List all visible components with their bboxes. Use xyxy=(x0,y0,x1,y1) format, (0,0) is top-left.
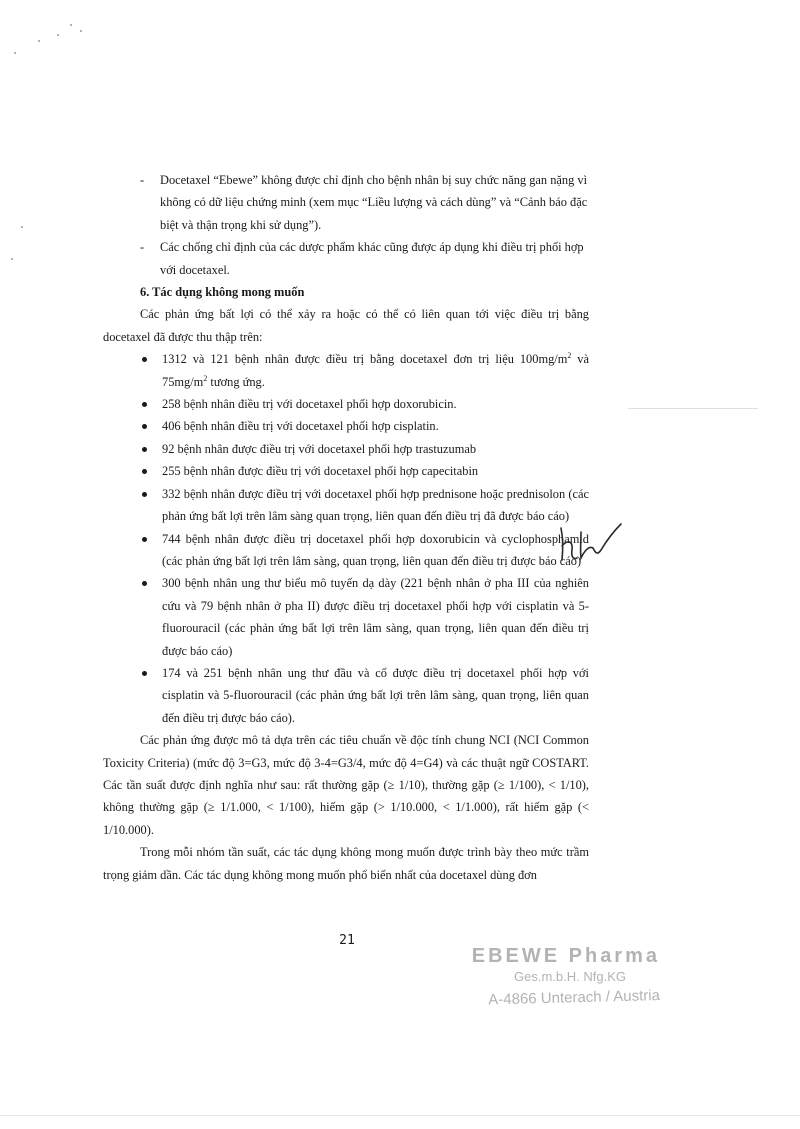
page-content xyxy=(103,169,589,886)
bullet-dot xyxy=(142,402,147,407)
contraindication-item xyxy=(103,236,589,281)
stamp-company-name: EBEWE Pharma xyxy=(471,945,660,967)
list-item xyxy=(103,438,589,460)
dash-marker: - xyxy=(140,240,145,255)
bullet-dot xyxy=(142,469,147,474)
list-item-text: 406 bệnh nhân điều trị với docetaxel phối hợp cisplatin. xyxy=(162,419,439,434)
superscript: 2 xyxy=(567,351,572,361)
stamp-legal-form: Ges.m.b.H. Nfg.KG xyxy=(514,969,626,984)
scan-mark xyxy=(628,408,758,409)
list-item-text: 258 bệnh nhân điều trị với docetaxel phối hợp doxorubicin. xyxy=(162,397,457,412)
list-item xyxy=(103,393,589,415)
list-item-text: tương ứng. xyxy=(207,374,265,389)
list-item xyxy=(103,348,589,393)
section-heading: 6. Tác dụng không mong muốn xyxy=(140,285,305,300)
list-item xyxy=(103,460,589,482)
section-intro: Các phản ứng bất lợi có thể xảy ra hoặc có thể có liên quan tới việc điều trị bằng docetaxel đã được thu thập trên: xyxy=(103,307,589,344)
list-item-text: 300 bệnh nhân ung thư biểu mô tuyến dạ dày (221 bệnh nhân ở pha III của nghiên cứu và 79 bệnh nhân ở pha II) được điều trị docetaxel phối hợp với cisplatin và 5-fluorouracil (các phản ứng bất lợi trên lâm sàng, quan trọng, liên quan đến điều trị được báo cáo) xyxy=(162,576,589,658)
list-item xyxy=(103,415,589,437)
list-item xyxy=(103,528,589,573)
page-number: 21 xyxy=(339,933,355,948)
list-item xyxy=(103,483,589,528)
bullet-dot xyxy=(142,581,147,586)
bullet-dot xyxy=(142,671,147,676)
list-item-text: 332 bệnh nhân được điều trị với docetaxel phối hợp prednisone hoặc prednisolon (các phản ứng bất lợi trên lâm sàng quan trọng, liên quan đến điều trị đã được báo cáo) xyxy=(162,486,589,524)
company-stamp xyxy=(470,944,661,1009)
list-item-text: 744 bệnh nhân được điều trị docetaxel phối hợp doxorubicin và cyclophosphamid (các phản ứng bất lợi trên lâm sàng, quan trọng, liên quan đến điều trị được báo cáo) xyxy=(162,531,589,568)
contraindication-text: Các chống chỉ định của các dược phẩm khác cũng được áp dụng khi điều trị phối hợp với docetaxel. xyxy=(160,240,584,277)
bullet-dot xyxy=(142,537,147,542)
patient-group-list xyxy=(103,348,589,729)
list-item-text: và 75mg/m xyxy=(162,352,589,389)
contraindication-item xyxy=(103,169,589,236)
list-item-text: 1312 và 121 bệnh nhân được điều trị bằng docetaxel đơn trị liệu 100mg/m xyxy=(162,352,568,367)
bullet-dot xyxy=(142,357,147,362)
list-item-text: 255 bệnh nhân được điều trị với docetaxel phối hợp capecitabin xyxy=(162,464,479,479)
list-item xyxy=(103,572,589,662)
list-item xyxy=(103,662,589,729)
body-paragraph: Các phản ứng được mô tả dựa trên các tiêu chuẩn về độc tính chung NCI (NCI Common Toxicity Criteria) (mức độ 3=G3, mức độ 3-4=G3/4, mức độ 4=G4) và các thuật ngữ COSTART. Các tần suất được định nghĩa như sau: rất thường gặp (≥ 1/10), thường gặp (≥ 1/100), < 1/10), không thường gặp (≥ 1/1.000, < 1/100), hiếm gặp (> 1/10.000, < 1/1.000), rất hiếm gặp (< 1/10.000). xyxy=(103,733,589,837)
superscript: 2 xyxy=(203,373,208,383)
bullet-dot xyxy=(142,424,147,429)
body-paragraph: Trong mỗi nhóm tần suất, các tác dụng không mong muốn được trình bày theo mức trầm trọng giảm dần. Các tác dụng không mong muốn phổ biến nhất của docetaxel dùng đơn xyxy=(103,845,589,882)
handwritten-signature xyxy=(555,520,625,571)
bullet-dot xyxy=(142,492,147,497)
list-item-text: 174 và 251 bệnh nhân ung thư đầu và cổ được điều trị docetaxel phối hợp với cisplatin và 5-fluorouracil (các phản ứng bất lợi trên lâm sàng, quan trọng, liên quan đến điều trị được báo cáo). xyxy=(162,665,589,725)
bullet-dot xyxy=(142,447,147,452)
page-edge-line xyxy=(0,1115,800,1116)
stamp-address: A-4866 Unterach / Austria xyxy=(488,987,661,1009)
dash-marker: - xyxy=(140,173,145,187)
contraindication-text: Docetaxel “Ebewe” không được chỉ định cho bệnh nhân bị suy chức năng gan nặng vì không có dữ liệu chứng minh (xem mục “Liều lượng và cách dùng” và “Cảnh báo đặc biệt và thận trọng khi sử dụng”). xyxy=(160,173,588,232)
list-item-text: 92 bệnh nhân được điều trị với docetaxel phối hợp trastuzumab xyxy=(162,441,477,456)
